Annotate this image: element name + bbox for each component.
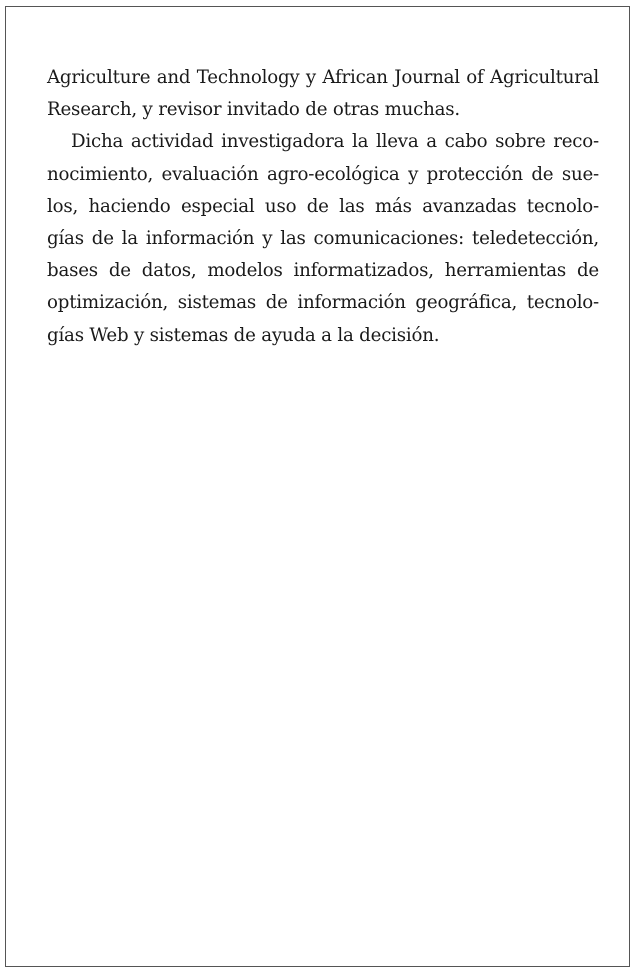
text-line: Dicha actividad investigadora la lleva a cabo sobre reco- xyxy=(71,131,599,153)
text-line: bases de datos, modelos informatizados, herramientas de xyxy=(47,260,599,282)
text-line: los, haciendo especial uso de las más avanzadas tecnolo- xyxy=(47,195,599,217)
text-line: gías Web y sistemas de ayuda a la decisión. xyxy=(47,324,440,346)
text-line: gías de la información y las comunicaciones: teledetección, xyxy=(47,227,599,249)
page-frame xyxy=(5,6,630,967)
body-text xyxy=(47,62,599,352)
text-line: Research, y revisor invitado de otras muchas. xyxy=(47,99,460,121)
text-line: optimización, sistemas de información geográfica, tecnolo- xyxy=(47,292,599,314)
text-line: Agriculture and Technology y African Journal of Agricultural xyxy=(47,67,599,88)
text-line: nocimiento, evaluación agro-ecológica y protección de sue- xyxy=(47,163,599,185)
